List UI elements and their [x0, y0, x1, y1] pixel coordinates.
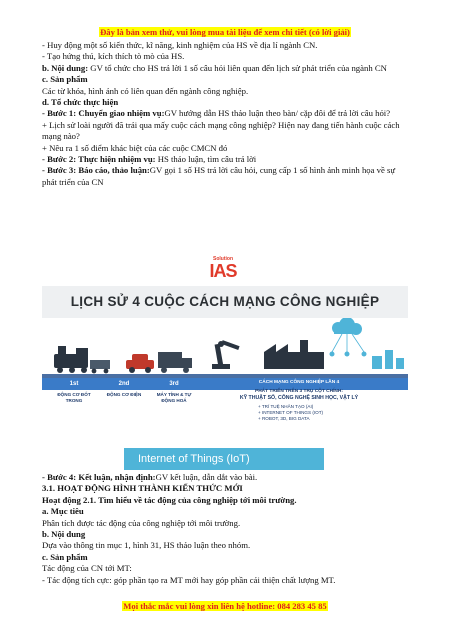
truck-icon — [158, 352, 192, 373]
pillars-heading: PHÁT TRIỂN TRÊN 3 TRỤ CỘT CHÍNH: — [255, 389, 343, 394]
paragraph: - Bước 4: Kết luận, nhận định:GV kết luận, dẫn dắt vào bài. — [42, 472, 258, 482]
paragraph: Phân tích được tác động của công nghiệp tới môi trường. — [42, 517, 241, 528]
fourth-revolution-title: CÁCH MẠNG CÔNG NGHIỆP LẦN 4 — [258, 380, 340, 385]
section-heading: b. Nội dung — [42, 529, 86, 540]
era-third-label: 3rd — [169, 381, 179, 387]
infographic-title: LỊCH SỬ 4 CUỘC CÁCH MẠNG CÔNG NGHIỆP — [42, 286, 408, 318]
pillars-list: KỸ THUẬT SỐ, CÔNG NGHỆ SINH HỌC, VẬT LÝ — [239, 395, 359, 401]
document-body-continued — [42, 472, 408, 586]
industrial-revolution-infographic — [42, 256, 408, 470]
paragraph: b. Nội dung: GV tổ chức cho HS trả lời 1 số câu hỏi liên quan đến lịch sử phát triển của ngành CN — [42, 62, 387, 73]
car-icon — [126, 354, 154, 369]
paragraph: + Lịch sử loài người đã trải qua mấy cuộc cách mạng công nghiệp? Hiện nay đang tiến hành cuộc cách mạng nào? — [42, 119, 400, 142]
cloud-icon — [332, 318, 362, 335]
technology-list — [258, 404, 384, 422]
section-heading: 3.1. HOẠT ĐỘNG HÌNH THÀNH KIẾN THỨC MỚI — [42, 483, 243, 494]
paragraph: - Bước 2: Thực hiện nhiệm vụ: HS thảo luận, tìm câu trả lời — [42, 154, 257, 165]
paragraph: - Tạo hứng thú, kích thích tò mò của HS. — [42, 51, 185, 62]
document-body — [42, 40, 408, 188]
iot-caption-bar: Internet of Things (IoT) — [124, 448, 324, 470]
era-first-label: 1st — [69, 381, 79, 387]
paragraph: Các từ khóa, hình ảnh có liên quan đến ngành công nghiệp. — [42, 85, 249, 96]
paragraph: - Tác động tích cực: góp phần tạo ra MT mới hay góp phần cải thiện chất lượng MT. — [42, 574, 336, 585]
paragraph: Tác động của CN tới MT: — [42, 563, 132, 574]
section-heading: Hoạt động 2.1. Tìm hiểu về tác động của công nghiệp tới môi trường. — [42, 494, 297, 505]
paragraph: - Bước 3: Báo cáo, thảo luận:GV gọi 1 số HS trả lời câu hỏi, cung cấp 1 số hình ảnh minh họa về sự phát triển của CN — [42, 165, 396, 187]
era-second-desc: ĐỘNG CƠ ĐIỆN — [106, 392, 142, 397]
section-heading: c. Sản phẩm — [42, 551, 88, 562]
era-third-desc: MÁY TÍNH & TỰ ĐỘNG HOÁ — [156, 392, 192, 403]
solution-ias-logo: Solution IAS — [209, 256, 237, 281]
section-heading: a. Mục tiêu — [42, 506, 84, 517]
paragraph: - Bước 1: Chuyển giao nhiệm vụ:GV hướng dẫn HS thảo luận theo bàn/ cặp đôi để trả lời câu hỏi? — [42, 108, 391, 119]
robot-arm-icon — [212, 340, 240, 369]
hotline-banner: Mọi thắc mắc vui lòng xin liên hệ hotline: 084 283 45 85 — [123, 601, 327, 611]
steam-train-icon — [54, 346, 110, 373]
list-item: + INTERNET OF THINGS (IOT) — [258, 409, 324, 415]
paragraph: Dựa vào thông tin mục 1, hình 31, HS thảo luận theo nhóm. — [42, 540, 251, 551]
section-heading: c. Sản phẩm — [42, 74, 88, 85]
industry-illustration — [42, 318, 408, 376]
section-heading: d. Tổ chức thực hiện — [42, 97, 119, 108]
preview-banner: Đây là bản xem thử, vui lòng mua tài liệu để xem chi tiết (có lời giải) — [100, 27, 350, 37]
fourth-revolution-panel — [214, 380, 384, 444]
smart-factory-icon — [264, 340, 324, 369]
paragraph: - Huy động một số kiến thức, kĩ năng, kinh nghiệm của HS về địa lí ngành CN. — [42, 40, 318, 50]
era-second-label: 2nd — [118, 381, 130, 387]
era-first-desc: ĐỘNG CƠ ĐỐT TRONG — [57, 392, 91, 403]
list-item: + TRÍ TUỆ NHÂN TẠO (AI) — [258, 403, 314, 409]
paragraph: + Nêu ra 1 số điểm khác biệt của các cuộc CMCN đó — [42, 142, 228, 153]
list-item: + ROBOT, 3D, BIG DATA — [258, 415, 310, 421]
